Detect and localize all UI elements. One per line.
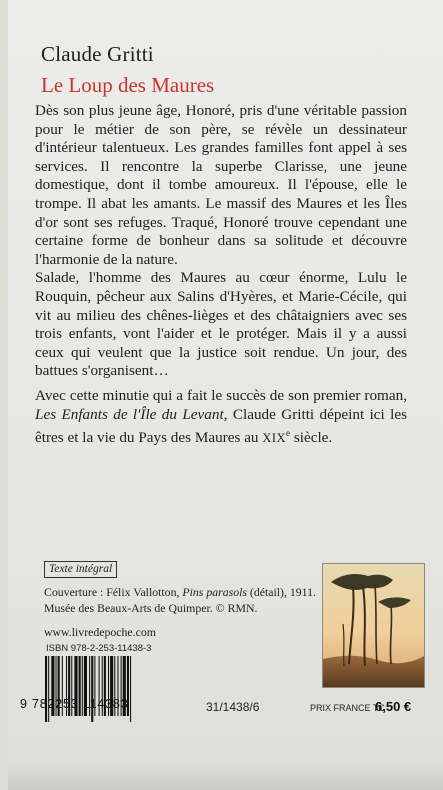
blurb [35,102,407,448]
cover-painting-thumbnail [322,563,425,688]
barcode-bar [45,656,47,722]
first-novel-title: Les Enfants de l'Île du Levant [35,405,224,423]
century-numeral: XIX [262,431,287,446]
closing-text-after: , Claude Gritti dépeint ici les êtres et la vie du Pays des Maures au [35,405,407,447]
price-label: PRIX FRANCE TC [310,703,385,713]
book-title: Le Loup des Maures [41,73,215,97]
barcode [43,656,193,722]
blurb-paragraph-2: Salade, l'homme des Maures au cœur énorme, Lulu le Rouquin, pêcheur aux Salins d'Hyères, et Marie-Cécile, qui vit au milieu des chênes-lièges et des châtaigniers avec ses trois enfants, vont l'aider et le protéger. Mais il y a aussi ceux qui veulent que la justice soit rendue. Un jour, des battues s'organisent… [35,269,407,380]
isbn: ISBN 978-2-253-11438-3 [46,643,152,654]
back-cover [8,0,443,790]
barcode-bar [91,656,93,722]
closing-text-end: siècle. [290,429,333,447]
century-suffix: e [286,428,291,439]
cover-credit [44,584,334,616]
publisher-website[interactable]: www.livredepoche.com [44,625,156,639]
credit-prefix: Couverture : Félix Vallotton, [44,585,183,599]
closing-text-before: Avec cette minutie qui a fait le succès de son premier roman, [35,386,407,404]
blurb-paragraph-1: Dès son plus jeune âge, Honoré, pris d'une véritable passion pour le métier de son père, se révèle un dessinateur d'intérieur talentueux. Les grandes familles font appel à ses services. Il rencontre la superbe Clarisse, une jeune domestique, dont il tombe amoureux. Il l'épouse, elle le trompe. Il abat les amants. Le massif des Maures et les Îles d'or sont ses refuges. Traqué, Honoré trouve cependant une certaine forme de bonheur dans sa solitude et découvre l'harmonie de la nature. [35,102,407,268]
credit-suffix: (détail), 1911. [246,585,316,599]
barcode-bar [48,656,49,722]
barcode-digits: 9 782253 114383 [20,697,129,711]
price-value: 6,50 € [375,699,412,714]
blurb-paragraph-3 [35,387,407,448]
author-name: Claude Gritti [41,42,154,66]
barcode-bar [130,656,131,722]
catalog-number: 31/1438/6 [206,700,260,714]
credit-museum: Musée des Beaux-Arts de Quimper. © RMN. [44,601,258,615]
integral-text-badge: Texte intégral [44,561,117,578]
painting-title: Pins parasols [182,585,247,599]
